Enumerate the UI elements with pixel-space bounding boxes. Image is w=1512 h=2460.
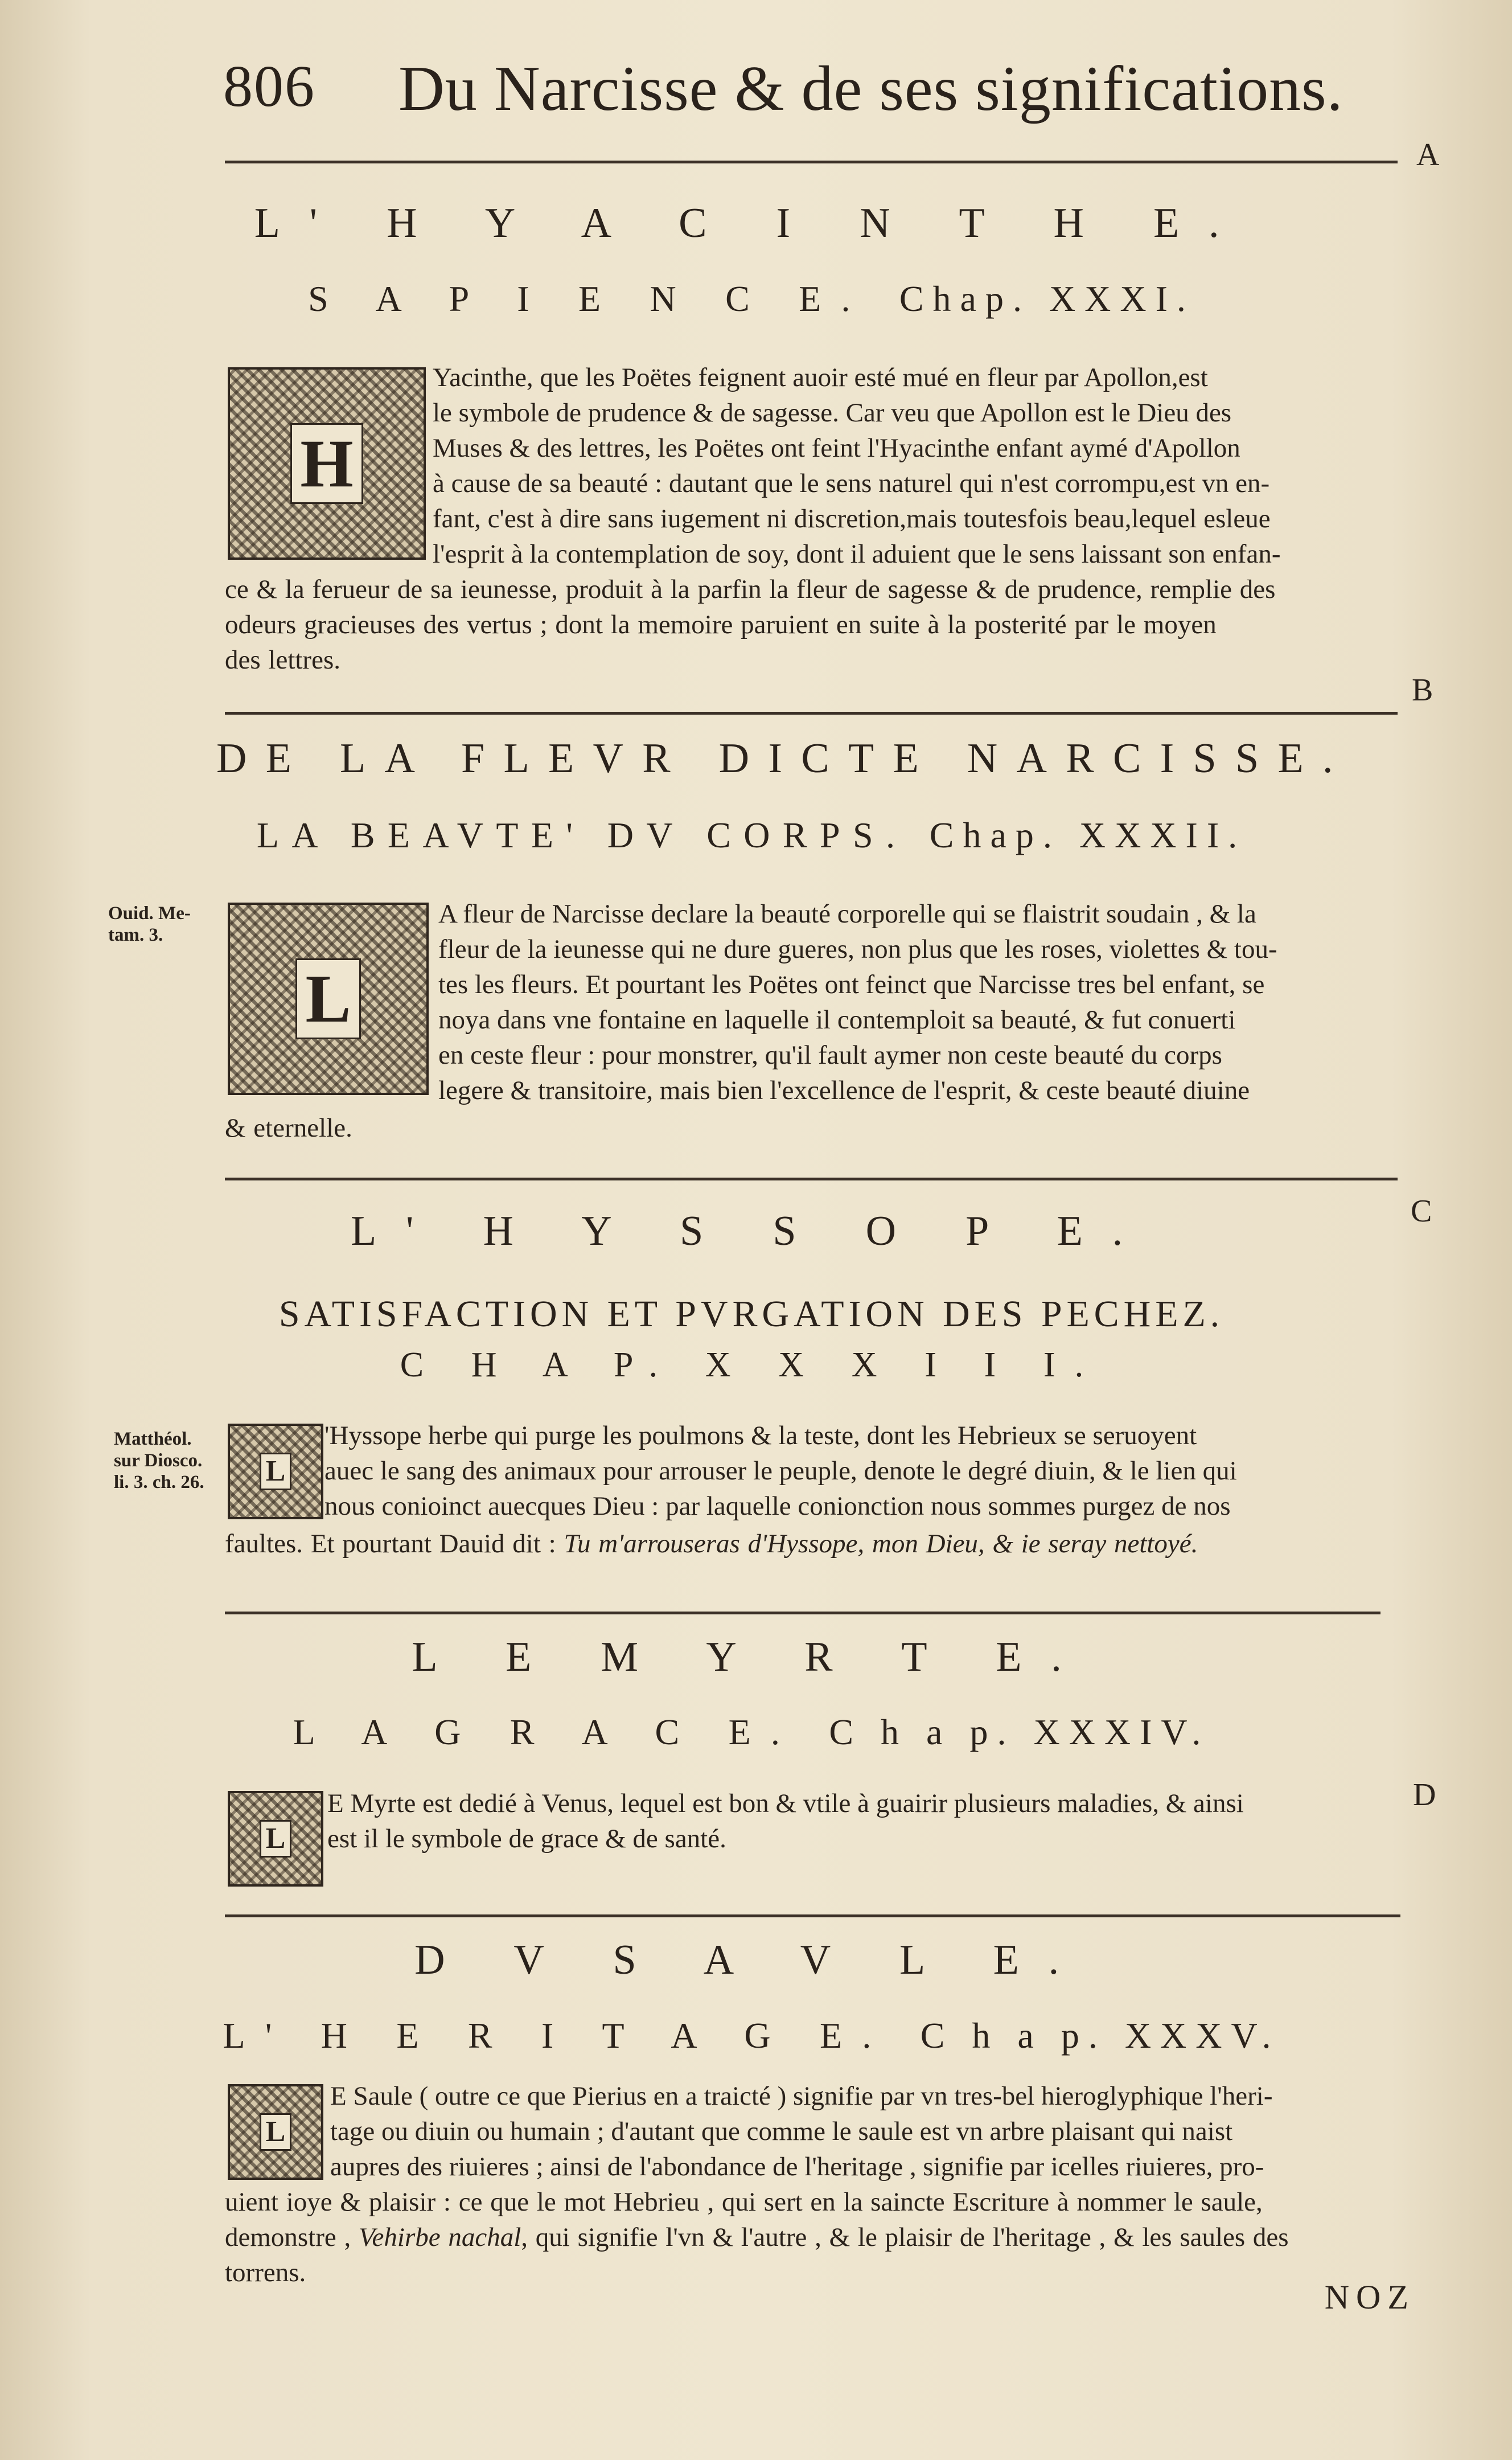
- section-rule: [225, 1612, 1380, 1614]
- text-span: , qui signifie l'vn & l'autre , & le plaisir de l'heritage , & les saules des: [521, 2223, 1289, 2252]
- text-line: [225, 2220, 1409, 2255]
- text-line: auec le sang des animaux pour arrouser le peuple, denote le degré diuin, & le lien qui: [324, 1456, 1237, 1486]
- text-line: tes les fleurs. Et pourtant les Poëtes ont feinct que Narcisse tres bel enfant, se: [438, 970, 1265, 999]
- text-line: uient ioye & plaisir : ce que le mot Hebrieu , qui sert en la saincte Escriture à nommer le saule,: [225, 2187, 1263, 2217]
- text-line: aupres des riuieres ; ainsi de l'abondance de l'heritage , signifie par icelles riuieres, pro-: [330, 2152, 1264, 2182]
- text-line: le symbole de prudence & de sagesse. Car veu que Apollon est le Dieu des: [433, 398, 1232, 428]
- chapter-label-xxxiii: C H A P. X X X I I I.: [400, 1346, 1103, 1384]
- hyacinthe-paragraph-indented: [433, 360, 1409, 572]
- decorated-initial-l: [228, 1791, 323, 1887]
- section-subtitle-sapience: [216, 278, 1287, 320]
- chapter-label: Chap. XXXII.: [929, 815, 1247, 855]
- section-title-hyacinthe: L' H Y A C I N T H E.: [254, 200, 1249, 247]
- section-rule: [225, 712, 1398, 715]
- text-line: l'esprit à la contemplation de soy, dont il aduient que le sens laissant son enfan-: [433, 539, 1281, 569]
- hyacinthe-paragraph-full: [225, 572, 1409, 678]
- text-line: E Saule ( outre ce que Pierius en a traicté ) signifie par vn tres-bel hieroglyphique l'heri-: [330, 2081, 1273, 2111]
- hebrew-term: Vehirbe nachal: [359, 2223, 521, 2252]
- initial-letter: L: [260, 1453, 292, 1490]
- section-subtitle-satisfaction: SATISFACTION ET PVRGATION DES PECHEZ.: [278, 1293, 1225, 1335]
- text-line: est il le symbole de grace & de santé.: [327, 1824, 726, 1854]
- catchword: NOZ: [1324, 2278, 1415, 2316]
- subtitle-text: LA BEAVTE' DV CORPS.: [256, 815, 908, 855]
- chapter-label: Chap. XXXI.: [899, 278, 1195, 319]
- text-line: fleur de la ieunesse qui ne dure gueres, non plus que les roses, violettes & tou-: [438, 934, 1277, 964]
- text-line: & eternelle.: [225, 1113, 352, 1143]
- section-title-narcisse: DE LA FLEVR DICTE NARCISSE.: [216, 735, 1352, 782]
- text-line: noya dans vne fontaine en laquelle il contemploit sa beauté, & fut conuerti: [438, 1005, 1236, 1035]
- decorated-initial-h: [228, 367, 426, 560]
- decorated-initial-l: [228, 903, 429, 1095]
- text-line: en ceste fleur : pour monstrer, qu'il fault aymer non ceste beauté du corps: [438, 1040, 1222, 1070]
- text-line: A fleur de Narcisse declare la beauté corporelle qui se flaistrit soudain , & la: [438, 899, 1256, 929]
- chapter-label: C h a p. XXXV.: [920, 2015, 1280, 2056]
- section-subtitle-heritage: [216, 2015, 1287, 2057]
- margin-letter-d: D: [1413, 1777, 1436, 1813]
- decorated-initial-l: [228, 1424, 323, 1519]
- section-title-saule: D V S A V L E.: [414, 1937, 1088, 1983]
- margin-note-ovid: Ouid. Me- tam. 3.: [108, 903, 191, 945]
- text-line: ce & la ferueur de sa ieunesse, produit à la parfin la fleur de sagesse & de prudence, remplie des: [225, 575, 1276, 604]
- subtitle-text: S A P I E N C E.: [308, 278, 870, 319]
- text-line: torrens.: [225, 2258, 306, 2287]
- text-line: E Myrte est dedié à Venus, lequel est bon & vtile à guairir plusieurs maladies, & ainsi: [327, 1789, 1244, 1818]
- narcisse-paragraph-full: [225, 1110, 1409, 1146]
- text-line: odeurs gracieuses des vertus ; dont la memoire paruient en suite à la posterité par le moyen: [225, 610, 1217, 639]
- text-line: tage ou diuin ou humain ; d'autant que comme le saule est vn arbre plaisant qui naist: [330, 2117, 1233, 2146]
- saule-paragraph-indented: [330, 2078, 1409, 2184]
- initial-letter: H: [290, 423, 363, 504]
- myrte-paragraph: [327, 1786, 1409, 1856]
- text-line: legere & transitoire, mais bien l'excellence de l'esprit, & ceste beauté diuine: [438, 1076, 1250, 1105]
- initial-letter: L: [295, 958, 360, 1039]
- page-number: 806: [223, 54, 315, 119]
- hyssope-last-line: [225, 1526, 1409, 1561]
- text-line: Muses & des lettres, les Poëtes ont feint l'Hyacinthe enfant aymé d'Apollon: [433, 433, 1240, 463]
- text-line: des lettres.: [225, 645, 340, 675]
- section-subtitle-grace: [216, 1711, 1287, 1753]
- margin-note-mattheol: Matthéol. sur Diosco. li. 3. ch. 26.: [114, 1429, 204, 1493]
- section-subtitle-beaute: [216, 814, 1287, 856]
- narcisse-paragraph-indented: [438, 896, 1409, 1108]
- chapter-label: C h a p. XXXIV.: [829, 1712, 1210, 1752]
- text-line: fant, c'est à dire sans iugement ni discretion,mais toutesfois beau,lequel esleue: [433, 504, 1271, 534]
- margin-letter-a: A: [1416, 137, 1440, 173]
- initial-letter: L: [260, 2113, 292, 2151]
- decorated-initial-l: [228, 2084, 323, 2180]
- text-line: à cause de sa beauté : dautant que le sens naturel qui n'est corrompu,est vn en-: [433, 469, 1270, 498]
- saule-paragraph-full: [225, 2184, 1409, 2290]
- subtitle-text: L' H E R I T A G E.: [223, 2015, 891, 2056]
- text-line: 'Hyssope herbe qui purge les poulmons & la teste, dont les Hebrieux se seruoyent: [324, 1421, 1197, 1450]
- header-rule: [225, 161, 1398, 163]
- section-title-myrte: L E M Y R T E.: [412, 1634, 1091, 1680]
- hyssope-paragraph-indented: [324, 1418, 1409, 1524]
- section-title-hyssope: L' H Y S S O P E.: [351, 1208, 1152, 1254]
- section-rule: [225, 1914, 1400, 1917]
- text-span: faultes. Et pourtant Dauid dit :: [225, 1529, 564, 1559]
- section-rule: [225, 1178, 1398, 1180]
- margin-letter-c: C: [1411, 1194, 1432, 1229]
- text-line: nous conioinct auecques Dieu : par laquelle conionction nous sommes purgez de nos: [324, 1491, 1231, 1521]
- text-span: demonstre ,: [225, 2223, 359, 2252]
- text-line: Yacinthe, que les Poëtes feignent auoir esté mué en fleur par Apollon,est: [433, 363, 1208, 392]
- subtitle-text: L A G R A C E.: [293, 1712, 800, 1752]
- initial-letter: L: [260, 1820, 292, 1858]
- margin-letter-b: B: [1412, 673, 1433, 708]
- running-title: Du Narcisse & de ses significations.: [398, 54, 1343, 124]
- quotation: Tu m'arrouseras d'Hyssope, mon Dieu, & ie seray nettoyé.: [564, 1529, 1198, 1559]
